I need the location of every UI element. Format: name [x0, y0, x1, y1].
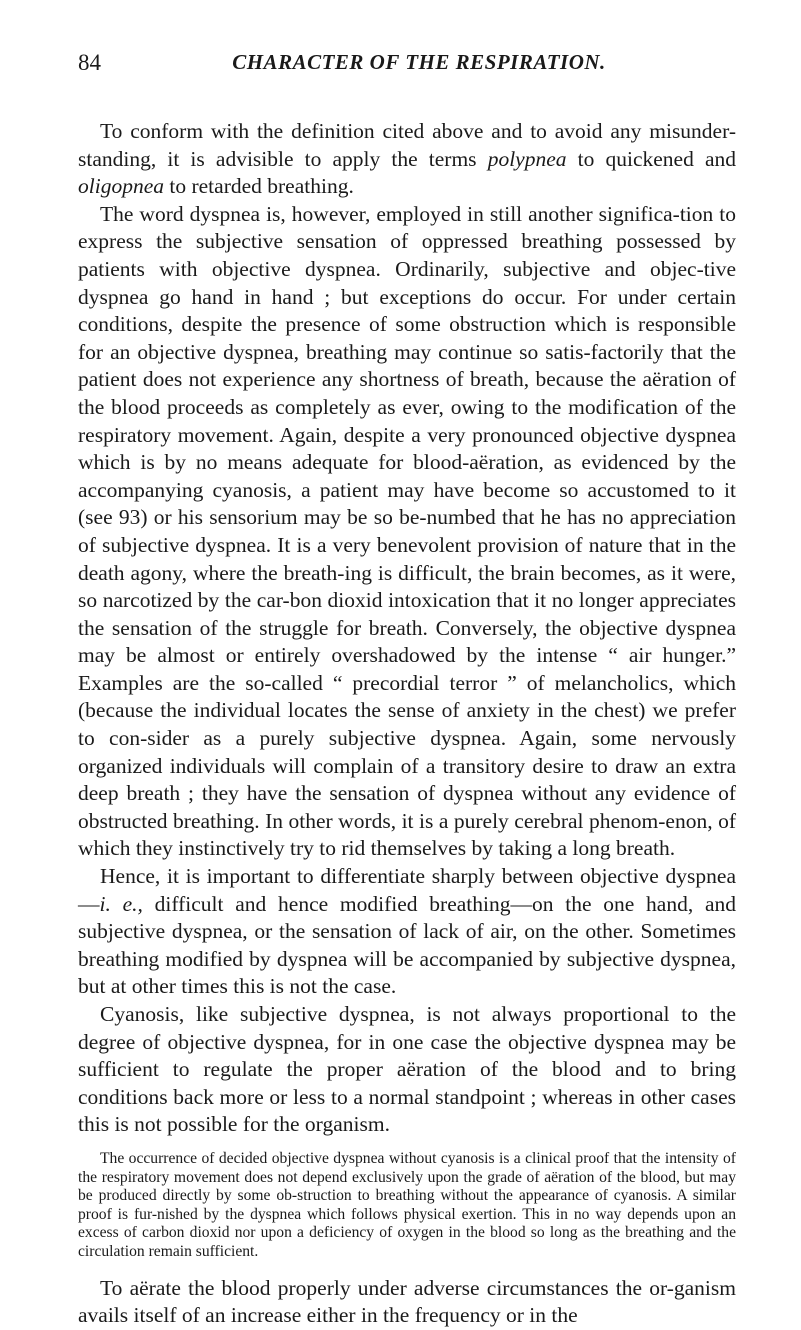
paragraph	[78, 201, 736, 863]
page-number: 84	[78, 50, 101, 75]
text-run: Hence, it is important to differentiate sharply between objective dyspnea—	[78, 864, 736, 916]
paragraph	[78, 863, 736, 1001]
text-run: The word dyspnea is, however, employed in still another significa-tion to express the subjective sensation of oppressed breathing possessed by patients with objective dyspnea. Ordinarily, subjective and objec-tive dyspnea go hand in hand ; but exceptions do occur. For under certain conditions, despite the presence of some obstruction which is responsible for an objective dyspnea, breathing may continue so satis-factorily that the patient does not experience any shortness of breath, because the aëration of the blood proceeds as completely as ever, owing to the modification of the respiratory movement. Again, despite a very pronounced objective dyspnea which is by no means adequate for blood-aëration, as evidenced by the accompanying cyanosis, a patient may have become so accustomed to it (see 93) or his sensorium may be so be-numbed that he has no appreciation of subjective dyspnea. It is a very benevolent provision of nature that in the death agony, where the breath-ing is difficult, the brain becomes, as it were, so narcotized by the car-bon dioxid intoxication that it no longer appreciates the sensation of the struggle for breath. Conversely, the objective dyspnea may be almost or entirely overshadowed by the intense “ air hunger.” Examples are the so-called “ precordial terror ” of melancholics, which (because the individual locates the sense of anxiety in the chest) we prefer to con-sider as a purely subjective dyspnea. Again, some nervously organized individuals will complain of a transitory desire to draw an extra deep breath ; they have the sensation of dyspnea without any evidence of obstructed breathing. In other words, it is a purely cerebral phenom-enon, of which they instinctively try to rid themselves by taking a long breath.	[78, 201, 736, 861]
paragraph	[78, 118, 736, 201]
text-run: The occurrence of decided objective dyspnea without cyanosis is a clinical proof that the intensity of the respiratory movement does not depend exclusively upon the grade of aëration of the blood, but may be produced directly by some ob-struction to breathing without the appearance of cyanosis. A similar proof is fur-nished by the dyspnea which follows physical exertion. This in no way depends upon an excess of carbon dioxid nor upon a deficiency of oxygen in the blood so long as the breathing and the circulation remain sufficient.	[78, 1149, 736, 1260]
running-title: CHARACTER OF THE RESPIRATION.	[232, 50, 606, 74]
italic-term: polypnea	[487, 146, 567, 171]
text-run: difficult and hence modified breathing—on the one hand, and subjective dyspnea, or the sensation of lack of air, on the other. Sometimes breathing modified by dyspnea will be accompanied by subjective dyspnea, but at other times this is not the case.	[78, 891, 736, 999]
text-run: to retarded breathing.	[164, 174, 354, 199]
small-print-paragraph	[78, 1150, 736, 1262]
text-run: To aërate the blood properly under adverse circumstances the or-ganism avails itself of an increase either in the frequency or in the	[78, 1275, 736, 1328]
paragraph	[78, 1001, 736, 1139]
page-header	[78, 50, 736, 80]
italic-term: i. e.,	[99, 891, 143, 916]
text-run: Cyanosis, like subjective dyspnea, is not always proportional to the degree of objective dyspnea, for in one case the objective dyspnea may be sufficient to regulate the proper aëration of the blood and to bring conditions back more or less to a normal standpoint ; whereas in other cases this is not possible for the organism.	[78, 1002, 736, 1137]
body-text	[78, 118, 736, 1330]
text-run: To conform with the definition cited above and to avoid any misunder-standing, it is advisible to apply the terms	[78, 119, 736, 171]
paragraph	[78, 1275, 736, 1330]
italic-term: oligopnea	[78, 174, 164, 199]
text-run: to quickened and	[566, 146, 736, 171]
